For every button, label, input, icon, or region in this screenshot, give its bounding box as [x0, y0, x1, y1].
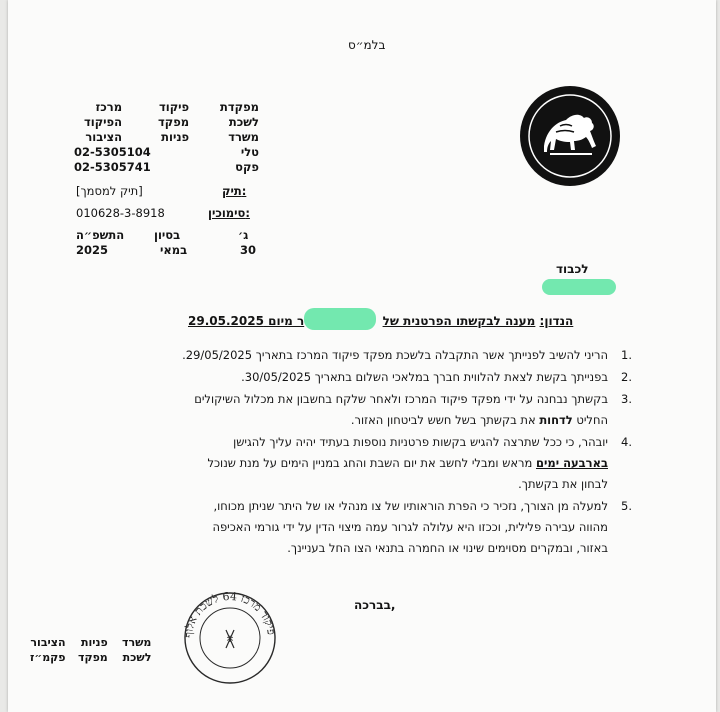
date-hebrew-year: התשפ״ה [76, 228, 125, 242]
closing-greeting: בברכה, [354, 598, 396, 612]
date-hebrew-month: בסיון [154, 228, 181, 242]
reference-value: 010628-3-8918 [76, 206, 165, 220]
list-item: .3 בקשתך נבחנה על ידי מפקד פיקוד המרכז ולאחר שלקח בחשבון את מכלול השיקולים החליט לדחות את בקשתך בשל חשש לביטחון האזור. [194, 392, 632, 427]
fax-number: 02-5305741 [74, 160, 151, 174]
subject-line: הנדון: מענה לבקשתו הפרטנית של ר מיום 29.05.2025 [188, 314, 574, 328]
official-stamp [182, 590, 278, 686]
subject-redaction [304, 308, 376, 330]
reference-label: סימוכין: [208, 206, 250, 220]
list-item: .1 הריני להשיב לפנייתך אשר התקבלה בלשכת מפקד פיקוד המרכז בתאריך 29/05/2025. [182, 348, 632, 362]
file-value: [תיק למסמך] [76, 184, 143, 198]
recipient-redaction [542, 279, 616, 295]
recipient-label: לכבוד [556, 262, 589, 276]
date-hebrew-day: ג׳ [238, 228, 249, 242]
date-year: 2025 [76, 243, 109, 257]
letterhead-col-1: מפקדת לשכת משרד טלי פקס [220, 100, 259, 174]
signature-col-3: הציבור פקמ״ז [30, 636, 66, 664]
letterhead-col-3: מרכז הפיקוד הציבור [84, 100, 123, 144]
svg-text:פיקוד מרכז 64 לשכת אלוף [182, 590, 278, 638]
command-emblem-logo [520, 86, 620, 186]
signature-col-1: משרד לשכת [122, 636, 152, 664]
date-month: במאי [160, 243, 188, 257]
contact-numbers [74, 145, 151, 175]
letter-body [68, 345, 632, 560]
date-day: 30 [240, 243, 257, 257]
letter-page [8, 0, 716, 712]
letterhead-col-2: פיקוד מפקד פניות [158, 100, 190, 144]
file-label: תיק: [222, 184, 247, 198]
stamp-text: פיקוד מרכז 64 לשכת אלוף [182, 590, 278, 639]
svg-text:*: * [226, 634, 234, 650]
list-item: .5 למעלה מן הצורך, נזכיר כי הפרת הוראותיו של צו מנהלי או של היתר שניתן מכוחו, מהווה עבירה פלילית, וככזו היא עלולה לגרור עמה מיצוי הדין על ידי גורמי האכיפה באזור, ובמקרים מסוימים שינוי או החמרה בתנאי הצו החל בעניינך. [212, 499, 632, 555]
list-item: .2 בפנייתך בקשת לצאת להלווית חברך במלאכי השלום בתאריך 30/05/2025. [241, 370, 632, 384]
classification-mark: בלמ״ס [348, 38, 386, 52]
list-item: .4 יובהר, כי ככל שתרצה להגיש בקשות פרטניות נוספות בעתיד יהיה עליך להגישן בארבעה ימים מראש ומבלי לחשב את יום השבת והחג במניין הימים על מנת שנוכל לבחון את בקשתך. [207, 435, 632, 491]
phone-number: 02-5305104 [74, 145, 151, 159]
signature-col-2: פניות מפקד [78, 636, 108, 664]
